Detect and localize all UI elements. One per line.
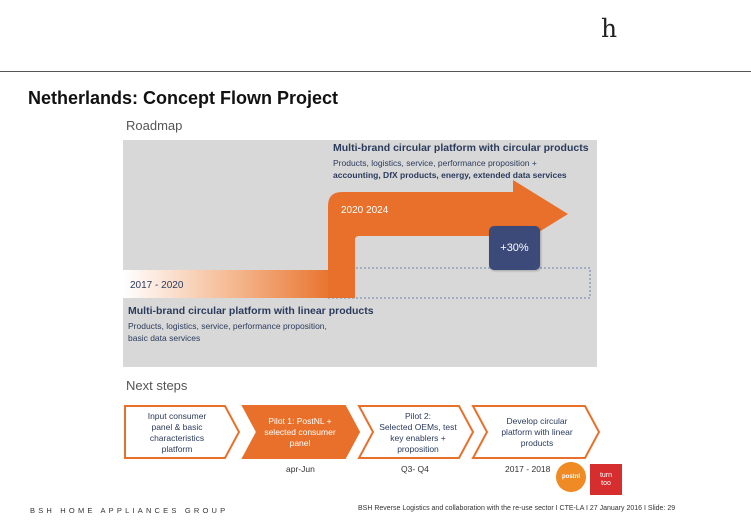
circular-platform-title: Multi-brand circular platform with circular products: [333, 142, 589, 154]
step-4-time: 2017 - 2018: [505, 464, 551, 474]
growth-badge: +30%: [489, 226, 540, 270]
header-divider: [0, 71, 751, 72]
company-logo: h: [601, 14, 618, 43]
circular-platform-description: Products, logistics, service, performance proposition + accounting, DfX products, energy, extended data services: [333, 158, 567, 180]
turntoo-logo: turn too: [590, 464, 622, 495]
platform-dashed-outline: [328, 268, 590, 298]
step-3-label: Pilot 2: Selected OEMs, test key enablers + proposition: [379, 411, 457, 454]
step-2-time: apr-Jun: [286, 464, 315, 474]
step-1-label: Input consumer panel & basic characteristics platform: [147, 411, 207, 454]
footer-company: BSH HOME APPLIANCES GROUP: [30, 506, 229, 515]
next-steps-heading: Next steps: [126, 378, 188, 393]
footer-slide-info: BSH Reverse Logistics and collaboration with the re-use sector I CTE-LA I 27 January 2016 I Slide: 29: [358, 505, 676, 512]
step-3-time: Q3- Q4: [401, 464, 429, 474]
step-2-label: Pilot 1: PostNL + selected consumer panel: [264, 416, 336, 448]
roadmap-heading: Roadmap: [126, 118, 183, 133]
linear-platform-description: Products, logistics, service, performance proposition, basic data services: [128, 321, 327, 343]
arrow-period-label: 2020 2024: [341, 205, 389, 216]
postnl-logo: postnl: [556, 462, 586, 492]
period-label: 2017 - 2020: [130, 280, 184, 291]
page-title: Netherlands: Concept Flown Project: [28, 88, 339, 108]
step-4-label: Develop circular platform with linear products: [501, 416, 573, 448]
linear-platform-title: Multi-brand circular platform with linear products: [128, 305, 374, 317]
